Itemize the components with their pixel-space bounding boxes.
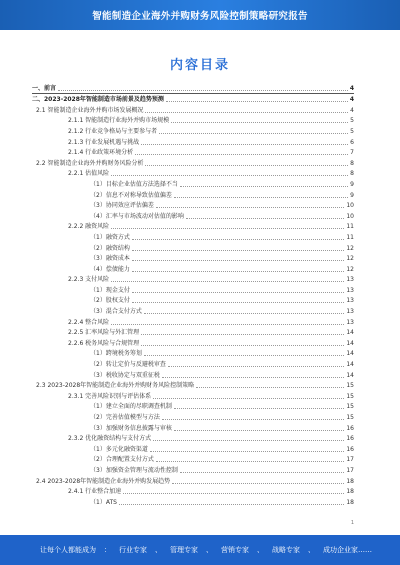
toc-leader-dots — [111, 281, 344, 282]
toc-entry-page: 14 — [346, 350, 354, 358]
toc-entry-page: 4 — [350, 106, 354, 114]
toc-entry-label: 2.2.2 融资风险 — [68, 223, 110, 231]
toc-leader-dots — [132, 260, 345, 261]
toc-entry[interactable] — [32, 369, 354, 380]
toc-entry[interactable] — [32, 189, 354, 200]
footer-role: 行业专家 — [119, 546, 147, 554]
toc-leader-dots — [132, 271, 345, 272]
toc-entry-page: 14 — [346, 329, 354, 337]
toc-leader-dots — [111, 175, 348, 176]
toc-entry[interactable] — [32, 348, 354, 359]
toc-entry-label: （2）转让定价与反避税审查 — [90, 361, 166, 369]
toc-entry[interactable] — [32, 263, 354, 274]
toc-leader-dots — [156, 461, 345, 462]
toc-entry[interactable] — [32, 305, 354, 316]
toc-entry-page: 15 — [346, 392, 354, 400]
toc-entry[interactable] — [32, 136, 354, 147]
toc-leader-dots — [172, 483, 344, 484]
footer-separator: 、 — [206, 546, 213, 554]
toc-leader-dots — [168, 366, 345, 367]
toc-entry-page: 12 — [346, 255, 354, 263]
toc-entry-label: （1）目标企业估值方法选择不当 — [90, 180, 178, 188]
footer-role: 战略专家 — [272, 546, 300, 554]
toc-entry-label: （3）协同效应评估偏差 — [90, 202, 154, 210]
toc-entry-page: 11 — [346, 233, 354, 241]
toc-entry-page: 5 — [350, 127, 354, 135]
table-of-contents — [32, 82, 354, 507]
toc-leader-dots — [171, 122, 348, 123]
toc-entry-page: 9 — [350, 180, 354, 188]
toc-entry[interactable] — [32, 475, 354, 486]
toc-entry-label: （2）合理配置支付方式 — [90, 456, 154, 464]
toc-leader-dots — [180, 472, 345, 473]
toc-entry-label: （3）加强财务信息披露与审核 — [90, 424, 172, 432]
toc-leader-dots — [111, 228, 344, 229]
toc-entry-page: 15 — [346, 414, 354, 421]
toc-leader-dots — [141, 334, 344, 335]
toc-leader-dots — [196, 387, 344, 388]
toc-leader-dots — [132, 250, 345, 251]
toc-entry[interactable] — [32, 104, 354, 115]
toc-entry-label: 2.2.1 估值风险 — [68, 170, 110, 178]
toc-leader-dots — [141, 345, 344, 346]
toc-entry-label: （3）融资成本 — [90, 255, 130, 263]
toc-entry[interactable] — [32, 454, 354, 465]
toc-entry[interactable] — [32, 253, 354, 264]
toc-entry[interactable] — [32, 496, 354, 507]
toc-leader-dots — [144, 355, 345, 356]
toc-leader-dots — [174, 197, 348, 198]
toc-entry-page: 17 — [346, 456, 354, 464]
toc-entry-label: 2.2.6 税务风险与合规管理 — [68, 339, 140, 347]
report-title: 智能制造企业海外并购财务风险控制策略研究报告 — [92, 11, 308, 22]
toc-entry-label: （2）完善估值模型与方法 — [90, 414, 160, 421]
toc-entry-label: （1）跨境税务筹划 — [90, 350, 142, 358]
toc-entry[interactable] — [32, 94, 354, 105]
report-header-banner — [0, 0, 400, 30]
toc-entry[interactable] — [32, 486, 354, 497]
toc-entry[interactable] — [32, 221, 354, 232]
toc-entry-label: （1）多元化融资渠道 — [90, 445, 148, 453]
footer-separator: ： — [104, 546, 111, 554]
toc-entry-label: 2.3.2 优化融资结构与支付方式 — [68, 435, 152, 443]
toc-entry-page: 8 — [350, 159, 354, 167]
toc-entry-page: 14 — [346, 339, 354, 347]
toc-entry[interactable] — [32, 327, 354, 338]
toc-leader-dots — [166, 101, 348, 102]
toc-leader-dots — [162, 377, 345, 378]
toc-entry-page: 16 — [346, 424, 354, 432]
toc-entry-label: （2）融资结构 — [90, 244, 130, 252]
toc-entry-label: 2.1.1 智能制造行业海外并购市场规模 — [68, 117, 170, 125]
toc-entry-label: （3）税收协定与双重征税 — [90, 371, 160, 379]
toc-entry-page: 12 — [346, 244, 354, 252]
footer-role: 营销专家 — [221, 546, 249, 554]
toc-entry-label: （1）ATS — [90, 498, 117, 506]
toc-leader-dots — [174, 430, 345, 431]
toc-entry-page: 16 — [346, 435, 354, 443]
toc-entry-page: 11 — [346, 223, 354, 231]
toc-leader-dots — [111, 324, 344, 325]
toc-leader-dots — [145, 112, 348, 113]
toc-leader-dots — [119, 504, 344, 505]
toc-entry-page: 13 — [346, 318, 354, 326]
toc-entry-page: 12 — [346, 265, 354, 273]
toc-leader-dots — [132, 302, 345, 303]
toc-entry-label: 2.3.1 完善风险识别与评估体系 — [68, 392, 152, 400]
toc-leader-dots — [153, 440, 344, 441]
footer-separator: 、 — [257, 546, 264, 554]
toc-entry-page: 4 — [349, 84, 354, 92]
toc-leader-dots — [58, 90, 348, 91]
footer-slogan: 让每个人都能成为 — [40, 546, 96, 554]
toc-leader-dots — [135, 154, 348, 155]
toc-entry[interactable] — [32, 411, 354, 422]
toc-leader-dots — [186, 218, 345, 219]
toc-entry-label: （2）信息不对称导致估值偏差 — [90, 191, 172, 199]
toc-entry[interactable] — [32, 422, 354, 433]
page-number: 1 — [350, 520, 354, 526]
toc-entry-label: 一、前言 — [32, 84, 57, 92]
toc-entry[interactable] — [32, 433, 354, 444]
toc-entry-label: （3）加强资金管理与流动性控制 — [90, 466, 178, 474]
toc-entry-page: 14 — [346, 361, 354, 369]
toc-entry-page: 16 — [346, 445, 354, 453]
toc-leader-dots — [132, 239, 345, 240]
toc-entry-page: 13 — [346, 308, 354, 316]
toc-entry[interactable] — [32, 210, 354, 221]
toc-entry-label: 2.2.5 汇率风险与外汇管理 — [68, 329, 140, 337]
toc-entry-page: 4 — [349, 96, 354, 104]
toc-entry[interactable] — [32, 337, 354, 348]
toc-entry-page: 6 — [350, 138, 354, 146]
footer-role: 成功企业家…… — [323, 546, 372, 554]
toc-entry-label: 2.2.3 支付风险 — [68, 276, 110, 284]
toc-entry[interactable] — [32, 380, 354, 391]
toc-entry[interactable] — [32, 82, 354, 94]
toc-entry-page: 13 — [346, 276, 354, 284]
footer-role: 管理专家 — [170, 546, 198, 554]
toc-entry[interactable] — [32, 157, 354, 168]
toc-leader-dots — [153, 398, 344, 399]
toc-entry[interactable] — [32, 242, 354, 253]
toc-entry-label: 2.2 智能制造企业海外并购财务风险分析 — [36, 159, 144, 167]
toc-entry[interactable] — [32, 231, 354, 242]
toc-entry-page: 7 — [350, 149, 354, 157]
toc-entry[interactable] — [32, 358, 354, 369]
toc-leader-dots — [180, 186, 348, 187]
toc-entry-label: （3）混合支付方式 — [90, 308, 142, 316]
toc-entry-page: 10 — [346, 212, 354, 220]
toc-entry[interactable] — [32, 115, 354, 126]
toc-entry[interactable] — [32, 284, 354, 295]
toc-entry[interactable] — [32, 274, 354, 285]
toc-entry-page: 13 — [346, 286, 354, 294]
toc-entry[interactable] — [32, 295, 354, 306]
toc-leader-dots — [174, 408, 345, 409]
toc-entry[interactable] — [32, 125, 354, 136]
footer-banner — [0, 535, 400, 565]
toc-entry-page: 17 — [346, 466, 354, 474]
toc-entry[interactable] — [32, 464, 354, 475]
toc-entry-page: 14 — [346, 371, 354, 379]
toc-entry-page: 15 — [346, 382, 354, 390]
toc-entry[interactable] — [32, 390, 354, 401]
toc-entry[interactable] — [32, 200, 354, 211]
toc-entry-page: 18 — [346, 477, 354, 485]
toc-entry-label: 2.1.4 行业政策环境分析 — [68, 149, 134, 157]
toc-entry[interactable] — [32, 316, 354, 327]
toc-entry[interactable] — [32, 147, 354, 158]
toc-entry-label: 2.4.1 行业整合加速 — [68, 488, 122, 496]
toc-leader-dots — [132, 292, 345, 293]
toc-leader-dots — [156, 207, 345, 208]
toc-entry-label: （4）偿债能力 — [90, 265, 130, 273]
toc-entry-label: 2.1.3 行业发展机遇与挑战 — [68, 138, 140, 146]
toc-entry[interactable] — [32, 401, 354, 412]
toc-entry-page: 18 — [346, 488, 354, 496]
toc-leader-dots — [162, 419, 345, 420]
toc-entry[interactable] — [32, 178, 354, 189]
toc-entry-page: 18 — [346, 498, 354, 506]
toc-leader-dots — [141, 144, 348, 145]
toc-entry-label: 2.2.4 整合风险 — [68, 318, 110, 326]
toc-entry-page: 5 — [350, 117, 354, 125]
toc-entry-page: 13 — [346, 297, 354, 305]
toc-entry-label: 二、2023-2028年智能制造市场前景及趋势预测 — [32, 96, 164, 104]
toc-leader-dots — [145, 165, 348, 166]
toc-entry-page: 15 — [346, 403, 354, 411]
footer-separator: 、 — [155, 546, 162, 554]
toc-entry-label: （4）汇率与市场波动对估值的影响 — [90, 212, 184, 220]
toc-entry-label: （2）股权支付 — [90, 297, 130, 305]
toc-leader-dots — [150, 451, 345, 452]
toc-leader-dots — [144, 313, 345, 314]
toc-entry-label: （1）现金支付 — [90, 286, 130, 294]
toc-entry-label: 2.1.2 行业竞争格局与主要参与者 — [68, 127, 158, 135]
toc-entry-label: 2.3 2023-2028年智能制造企业海外并购财务风险控制策略 — [36, 382, 195, 390]
toc-leader-dots — [123, 493, 344, 494]
footer-separator: 、 — [308, 546, 315, 554]
toc-leader-dots — [159, 133, 348, 134]
toc-entry[interactable] — [32, 443, 354, 454]
toc-heading: 内容目录 — [169, 58, 230, 73]
toc-entry-label: 2.4 2023-2028年智能制造企业海外并购发展趋势 — [36, 477, 171, 485]
toc-entry-label: （1）建立全面的尽职调查机制 — [90, 403, 172, 411]
toc-entry-page: 10 — [346, 202, 354, 210]
toc-entry-page: 9 — [350, 191, 354, 199]
toc-entry-label: 2.1 智能制造企业海外并购市场发展概况 — [36, 106, 144, 114]
toc-entry-label: （1）融资方式 — [90, 233, 130, 241]
toc-entry[interactable] — [32, 168, 354, 179]
toc-entry-page: 8 — [350, 170, 354, 178]
